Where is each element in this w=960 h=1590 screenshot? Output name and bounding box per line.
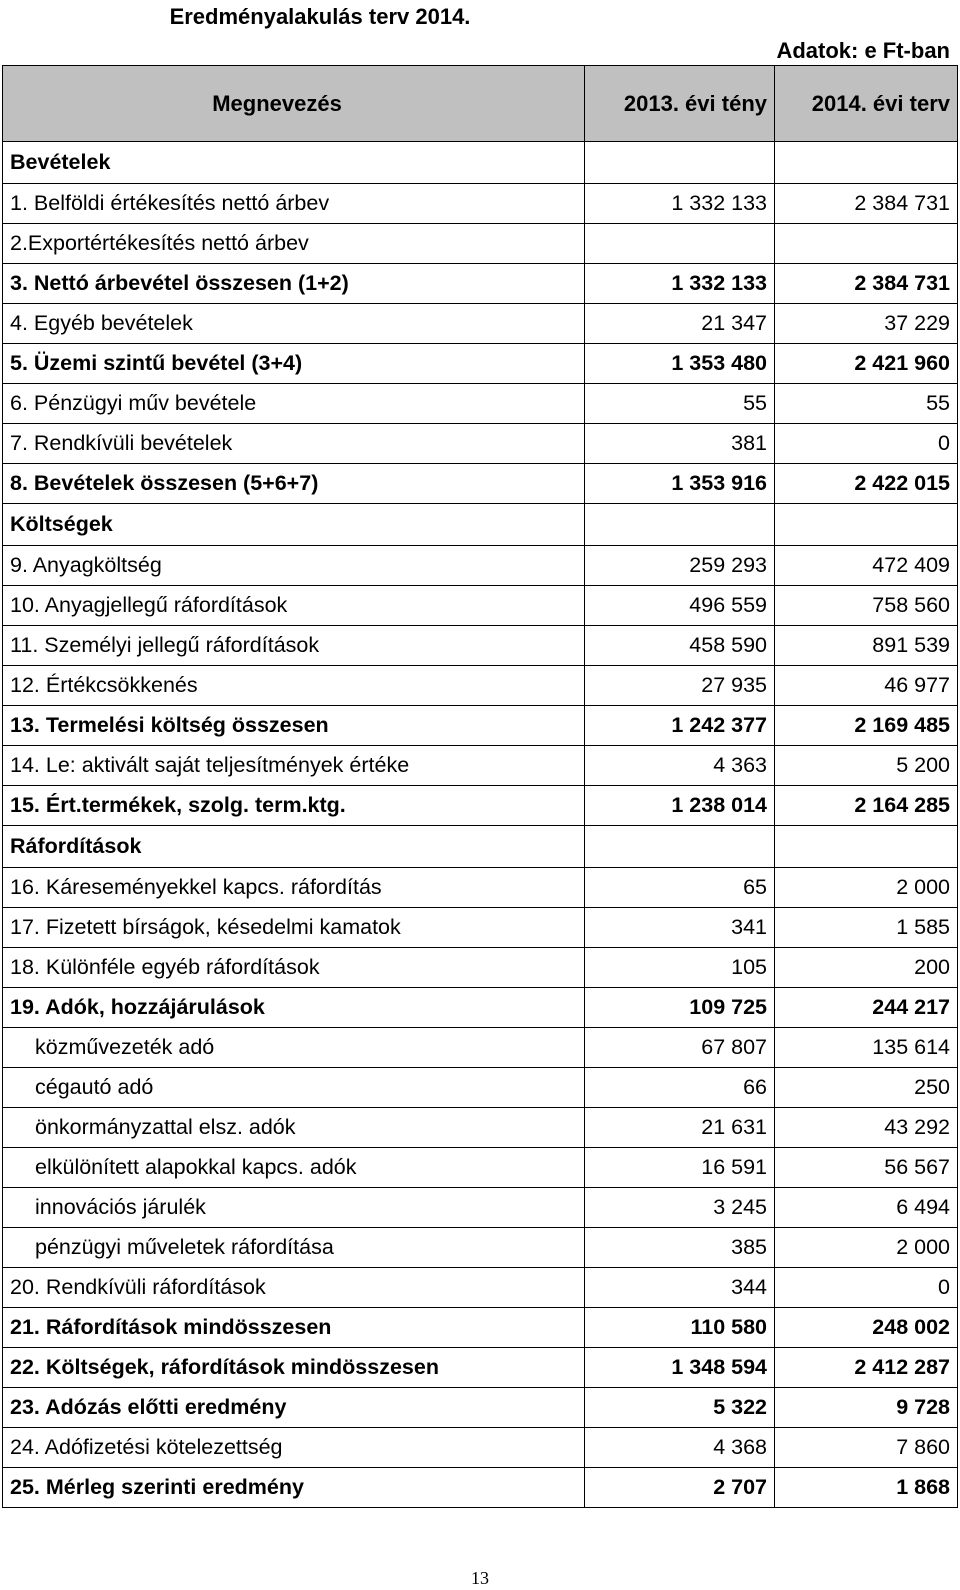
row-label: 12. Értékcsökkenés — [3, 666, 585, 706]
value-2013: 110 580 — [585, 1308, 775, 1348]
header-name: Megnevezés — [3, 66, 585, 142]
value-2014 — [775, 142, 958, 184]
page-title: Eredményalakulás terv 2014. — [169, 4, 471, 29]
table-row — [3, 1068, 958, 1108]
table-row — [3, 666, 958, 706]
value-2014: 2 421 960 — [775, 344, 958, 384]
table-row — [3, 344, 958, 384]
value-2013: 5 322 — [585, 1388, 775, 1428]
value-2014: 2 000 — [775, 1228, 958, 1268]
value-2014: 7 860 — [775, 1428, 958, 1468]
value-2013 — [585, 504, 775, 546]
row-label: 5. Üzemi szintű bevétel (3+4) — [3, 344, 585, 384]
value-2014: 9 728 — [775, 1388, 958, 1428]
value-2013: 4 363 — [585, 746, 775, 786]
value-2013: 1 332 133 — [585, 264, 775, 304]
value-2014: 1 585 — [775, 908, 958, 948]
value-2014: 244 217 — [775, 988, 958, 1028]
value-2013: 385 — [585, 1228, 775, 1268]
header-2013: 2013. évi tény — [585, 66, 775, 142]
row-label: 24. Adófizetési kötelezettség — [3, 1428, 585, 1468]
value-2013: 1 238 014 — [585, 786, 775, 826]
value-2013: 341 — [585, 908, 775, 948]
value-2014: 2 384 731 — [775, 264, 958, 304]
row-label: 11. Személyi jellegű ráfordítások — [3, 626, 585, 666]
value-2014: 37 229 — [775, 304, 958, 344]
table-row — [3, 1028, 958, 1068]
value-2014: 200 — [775, 948, 958, 988]
value-2013 — [585, 142, 775, 184]
table-row — [3, 1308, 958, 1348]
table-row — [3, 1188, 958, 1228]
value-2014: 758 560 — [775, 586, 958, 626]
row-label: 3. Nettó árbevétel összesen (1+2) — [3, 264, 585, 304]
value-2013: 259 293 — [585, 546, 775, 586]
table-row — [3, 626, 958, 666]
value-2013: 1 242 377 — [585, 706, 775, 746]
value-2013: 66 — [585, 1068, 775, 1108]
value-2014: 56 567 — [775, 1148, 958, 1188]
value-2014 — [775, 504, 958, 546]
row-label: 10. Anyagjellegű ráfordítások — [3, 586, 585, 626]
table-row — [3, 988, 958, 1028]
row-label: 6. Pénzügyi műv bevétele — [3, 384, 585, 424]
value-2013 — [585, 826, 775, 868]
value-2013: 1 353 480 — [585, 344, 775, 384]
row-label: 21. Ráfordítások mindösszesen — [3, 1308, 585, 1348]
table-row — [3, 224, 958, 264]
value-2013: 109 725 — [585, 988, 775, 1028]
table-row — [3, 908, 958, 948]
value-2013: 21 631 — [585, 1108, 775, 1148]
page-number: 13 — [471, 1568, 489, 1588]
row-label: pénzügyi műveletek ráfordítása — [3, 1228, 585, 1268]
table-header-row — [3, 66, 958, 142]
value-2014: 2 422 015 — [775, 464, 958, 504]
results-table — [2, 65, 958, 1508]
table-row — [3, 706, 958, 746]
table-row — [3, 264, 958, 304]
value-2013: 381 — [585, 424, 775, 464]
table-row — [3, 746, 958, 786]
row-label: 25. Mérleg szerinti eredmény — [3, 1468, 585, 1508]
value-2013: 458 590 — [585, 626, 775, 666]
value-2014: 250 — [775, 1068, 958, 1108]
row-label: 4. Egyéb bevételek — [3, 304, 585, 344]
table-row — [3, 1468, 958, 1508]
value-2013: 105 — [585, 948, 775, 988]
row-label: 19. Adók, hozzájárulások — [3, 988, 585, 1028]
row-label: 15. Ért.termékek, szolg. term.ktg. — [3, 786, 585, 826]
row-label: 17. Fizetett bírságok, késedelmi kamatok — [3, 908, 585, 948]
row-label: 13. Termelési költség összesen — [3, 706, 585, 746]
row-label: 22. Költségek, ráfordítások mindösszesen — [3, 1348, 585, 1388]
table-body — [3, 142, 958, 1508]
row-label: 9. Anyagköltség — [3, 546, 585, 586]
value-2014: 248 002 — [775, 1308, 958, 1348]
table-row — [3, 948, 958, 988]
section-row — [3, 826, 958, 868]
table-row — [3, 424, 958, 464]
value-2013: 3 245 — [585, 1188, 775, 1228]
value-2014 — [775, 224, 958, 264]
value-2014 — [775, 826, 958, 868]
value-2014: 2 164 285 — [775, 786, 958, 826]
unit-note: Adatok: e Ft-ban — [776, 38, 950, 63]
table-row — [3, 1428, 958, 1468]
table-row — [3, 546, 958, 586]
row-label: 14. Le: aktivált saját teljesítmények értéke — [3, 746, 585, 786]
value-2014: 43 292 — [775, 1108, 958, 1148]
value-2014: 2 000 — [775, 868, 958, 908]
table-row — [3, 586, 958, 626]
section-row — [3, 142, 958, 184]
row-label: Költségek — [3, 504, 585, 546]
table-row — [3, 1348, 958, 1388]
row-label: 7. Rendkívüli bevételek — [3, 424, 585, 464]
value-2014: 135 614 — [775, 1028, 958, 1068]
table-row — [3, 1268, 958, 1308]
value-2014: 55 — [775, 384, 958, 424]
section-row — [3, 504, 958, 546]
value-2014: 2 412 287 — [775, 1348, 958, 1388]
header-2014: 2014. évi terv — [775, 66, 958, 142]
row-label: 23. Adózás előtti eredmény — [3, 1388, 585, 1428]
value-2013: 2 707 — [585, 1468, 775, 1508]
row-label: elkülönített alapokkal kapcs. adók — [3, 1148, 585, 1188]
value-2013: 1 348 594 — [585, 1348, 775, 1388]
row-label: 16. Káreseményekkel kapcs. ráfordítás — [3, 868, 585, 908]
row-label: 2.Exportértékesítés nettó árbev — [3, 224, 585, 264]
value-2013: 344 — [585, 1268, 775, 1308]
value-2014: 891 539 — [775, 626, 958, 666]
table-row — [3, 868, 958, 908]
value-2013: 496 559 — [585, 586, 775, 626]
value-2014: 0 — [775, 1268, 958, 1308]
row-label: innovációs járulék — [3, 1188, 585, 1228]
value-2014: 472 409 — [775, 546, 958, 586]
value-2013 — [585, 224, 775, 264]
value-2014: 46 977 — [775, 666, 958, 706]
row-label: 1. Belföldi értékesítés nettó árbev — [3, 184, 585, 224]
value-2013: 1 353 916 — [585, 464, 775, 504]
value-2013: 16 591 — [585, 1148, 775, 1188]
value-2014: 2 384 731 — [775, 184, 958, 224]
table-row — [3, 464, 958, 504]
value-2013: 67 807 — [585, 1028, 775, 1068]
table-row — [3, 1108, 958, 1148]
value-2014: 6 494 — [775, 1188, 958, 1228]
table-row — [3, 1388, 958, 1428]
table-row — [3, 1148, 958, 1188]
row-label: cégautó adó — [3, 1068, 585, 1108]
row-label: 8. Bevételek összesen (5+6+7) — [3, 464, 585, 504]
row-label: 18. Különféle egyéb ráfordítások — [3, 948, 585, 988]
value-2014: 1 868 — [775, 1468, 958, 1508]
table-row — [3, 786, 958, 826]
value-2013: 1 332 133 — [585, 184, 775, 224]
row-label: önkormányzattal elsz. adók — [3, 1108, 585, 1148]
value-2014: 2 169 485 — [775, 706, 958, 746]
value-2014: 0 — [775, 424, 958, 464]
value-2013: 65 — [585, 868, 775, 908]
row-label: Ráfordítások — [3, 826, 585, 868]
value-2013: 4 368 — [585, 1428, 775, 1468]
table-row — [3, 184, 958, 224]
value-2013: 55 — [585, 384, 775, 424]
table-row — [3, 384, 958, 424]
value-2014: 5 200 — [775, 746, 958, 786]
value-2013: 27 935 — [585, 666, 775, 706]
row-label: 20. Rendkívüli ráfordítások — [3, 1268, 585, 1308]
table-row — [3, 304, 958, 344]
value-2013: 21 347 — [585, 304, 775, 344]
row-label: Bevételek — [3, 142, 585, 184]
row-label: közművezeték adó — [3, 1028, 585, 1068]
table-row — [3, 1228, 958, 1268]
